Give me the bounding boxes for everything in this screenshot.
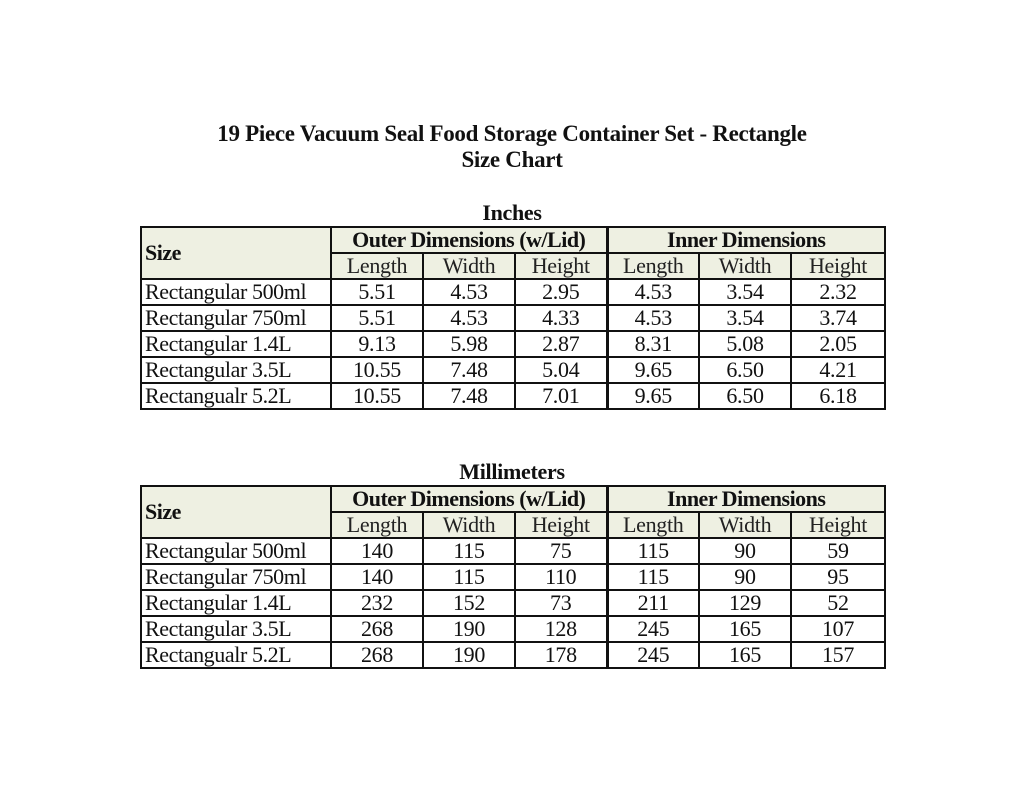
value-cell: 107 xyxy=(791,616,885,642)
value-cell: 5.08 xyxy=(699,331,791,357)
size-name-cell: Rectangular 3.5L xyxy=(141,616,331,642)
size-name-cell: Rectangular 500ml xyxy=(141,538,331,564)
value-cell: 6.50 xyxy=(699,383,791,409)
value-cell: 3.54 xyxy=(699,279,791,305)
size-name-cell: Rectangualr 5.2L xyxy=(141,383,331,409)
value-cell: 7.01 xyxy=(515,383,607,409)
size-column-header: Size xyxy=(141,486,331,538)
value-cell: 9.65 xyxy=(607,383,699,409)
table-row xyxy=(141,331,885,357)
value-cell: 7.48 xyxy=(423,357,515,383)
size-column-header: Size xyxy=(141,227,331,279)
value-cell: 3.74 xyxy=(791,305,885,331)
outer-height-header: Height xyxy=(515,253,607,279)
value-cell: 4.21 xyxy=(791,357,885,383)
value-cell: 140 xyxy=(331,564,423,590)
outer-dimensions-header: Outer Dimensions (w/Lid) xyxy=(331,486,607,512)
value-cell: 2.87 xyxy=(515,331,607,357)
value-cell: 10.55 xyxy=(331,357,423,383)
size-name-cell: Rectangualr 5.2L xyxy=(141,642,331,668)
millimeters-size-table xyxy=(140,485,886,669)
inches-table-caption: Inches xyxy=(482,200,542,225)
value-cell: 5.51 xyxy=(331,305,423,331)
size-name-cell: Rectangular 750ml xyxy=(141,564,331,590)
outer-length-header: Length xyxy=(331,512,423,538)
table-row xyxy=(141,616,885,642)
inner-dimensions-header: Inner Dimensions xyxy=(607,227,885,253)
table-row xyxy=(141,642,885,668)
value-cell: 165 xyxy=(699,642,791,668)
value-cell: 5.98 xyxy=(423,331,515,357)
size-name-cell: Rectangular 750ml xyxy=(141,305,331,331)
value-cell: 4.53 xyxy=(423,305,515,331)
table-row xyxy=(141,538,885,564)
value-cell: 8.31 xyxy=(607,331,699,357)
value-cell: 190 xyxy=(423,642,515,668)
value-cell: 6.18 xyxy=(791,383,885,409)
inner-height-header: Height xyxy=(791,512,885,538)
value-cell: 4.53 xyxy=(607,279,699,305)
value-cell: 4.53 xyxy=(423,279,515,305)
value-cell: 115 xyxy=(607,564,699,590)
value-cell: 2.32 xyxy=(791,279,885,305)
value-cell: 268 xyxy=(331,642,423,668)
outer-height-header: Height xyxy=(515,512,607,538)
table-row xyxy=(141,383,885,409)
value-cell: 178 xyxy=(515,642,607,668)
table-row xyxy=(141,305,885,331)
size-name-cell: Rectangular 1.4L xyxy=(141,331,331,357)
outer-dimensions-header: Outer Dimensions (w/Lid) xyxy=(331,227,607,253)
value-cell: 90 xyxy=(699,564,791,590)
value-cell: 95 xyxy=(791,564,885,590)
value-cell: 2.05 xyxy=(791,331,885,357)
value-cell: 232 xyxy=(331,590,423,616)
value-cell: 2.95 xyxy=(515,279,607,305)
value-cell: 73 xyxy=(515,590,607,616)
page-subtitle: Size Chart xyxy=(461,147,563,172)
page-title: 19 Piece Vacuum Seal Food Storage Container Set - Rectangle xyxy=(217,121,807,146)
value-cell: 190 xyxy=(423,616,515,642)
value-cell: 245 xyxy=(607,616,699,642)
table-row xyxy=(141,357,885,383)
value-cell: 4.53 xyxy=(607,305,699,331)
table-header-row xyxy=(141,486,885,512)
value-cell: 128 xyxy=(515,616,607,642)
value-cell: 5.04 xyxy=(515,357,607,383)
table-row xyxy=(141,279,885,305)
value-cell: 140 xyxy=(331,538,423,564)
size-name-cell: Rectangular 500ml xyxy=(141,279,331,305)
value-cell: 152 xyxy=(423,590,515,616)
value-cell: 3.54 xyxy=(699,305,791,331)
value-cell: 115 xyxy=(423,538,515,564)
value-cell: 7.48 xyxy=(423,383,515,409)
inches-size-table xyxy=(140,226,886,410)
value-cell: 75 xyxy=(515,538,607,564)
value-cell: 4.33 xyxy=(515,305,607,331)
value-cell: 59 xyxy=(791,538,885,564)
value-cell: 52 xyxy=(791,590,885,616)
value-cell: 129 xyxy=(699,590,791,616)
value-cell: 9.13 xyxy=(331,331,423,357)
value-cell: 115 xyxy=(607,538,699,564)
value-cell: 10.55 xyxy=(331,383,423,409)
value-cell: 157 xyxy=(791,642,885,668)
inner-length-header: Length xyxy=(607,512,699,538)
millimeters-table-caption: Millimeters xyxy=(459,459,565,484)
table-row xyxy=(141,564,885,590)
value-cell: 5.51 xyxy=(331,279,423,305)
value-cell: 6.50 xyxy=(699,357,791,383)
inner-width-header: Width xyxy=(699,253,791,279)
value-cell: 165 xyxy=(699,616,791,642)
value-cell: 245 xyxy=(607,642,699,668)
outer-width-header: Width xyxy=(423,253,515,279)
inner-width-header: Width xyxy=(699,512,791,538)
size-name-cell: Rectangular 1.4L xyxy=(141,590,331,616)
value-cell: 115 xyxy=(423,564,515,590)
inner-height-header: Height xyxy=(791,253,885,279)
value-cell: 110 xyxy=(515,564,607,590)
inner-dimensions-header: Inner Dimensions xyxy=(607,486,885,512)
value-cell: 9.65 xyxy=(607,357,699,383)
outer-width-header: Width xyxy=(423,512,515,538)
table-header-row xyxy=(141,227,885,253)
table-row xyxy=(141,590,885,616)
value-cell: 90 xyxy=(699,538,791,564)
outer-length-header: Length xyxy=(331,253,423,279)
size-name-cell: Rectangular 3.5L xyxy=(141,357,331,383)
value-cell: 268 xyxy=(331,616,423,642)
inner-length-header: Length xyxy=(607,253,699,279)
value-cell: 211 xyxy=(607,590,699,616)
